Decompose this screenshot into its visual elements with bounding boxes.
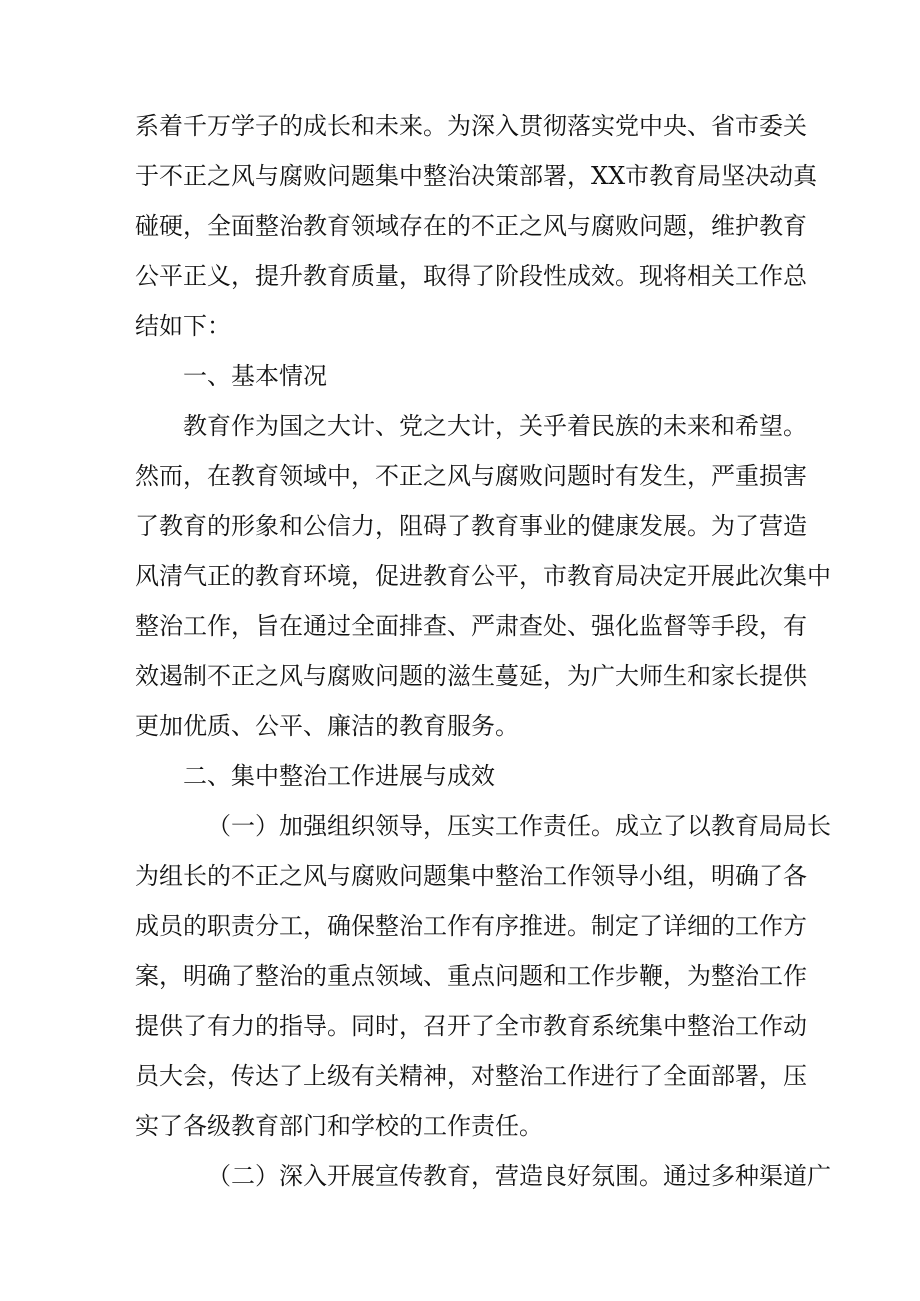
paragraph-line: 于不正之风与腐败问题集中整治决策部署，XX市教育局坚决动真 (135, 162, 818, 190)
paragraph-line: 公平正义，提升教育质量，取得了阶段性成效。现将相关工作总 (135, 262, 807, 290)
paragraph-line: 实了各级教育部门和学校的工作责任。 (135, 1112, 543, 1140)
paragraph-line: 为组长的不正之风与腐败问题集中整治工作领导小组，明确了各 (135, 862, 807, 890)
paragraph-line: 员大会，传达了上级有关精神，对整治工作进行了全面部署，压 (135, 1062, 807, 1090)
paragraph-line: （二）深入开展宣传教育，营造良好氛围。通过多种渠道广 (207, 1162, 831, 1190)
paragraph-line: 整治工作，旨在通过全面排查、严肃查处、强化监督等手段，有 (135, 612, 807, 640)
paragraph-line: 效遏制不正之风与腐败问题的滋生蔓延，为广大师生和家长提供 (135, 662, 807, 690)
paragraph-line: 结如下： (135, 312, 231, 340)
section-heading-progress: 二、集中整治工作进展与成效 (183, 762, 495, 790)
paragraph-line: 然而，在教育领域中，不正之风与腐败问题时有发生，严重损害 (135, 462, 807, 490)
paragraph-line: 教育作为国之大计、党之大计，关乎着民族的未来和希望。 (183, 412, 807, 440)
paragraph-line: 风清气正的教育环境，促进教育公平，市教育局决定开展此次集中 (135, 562, 831, 590)
paragraph-line: 提供了有力的指导。同时，召开了全市教育系统集中整治工作动 (135, 1012, 807, 1040)
paragraph-line: 碰硬，全面整治教育领域存在的不正之风与腐败问题，维护教育 (135, 212, 807, 240)
paragraph-line: 更加优质、公平、廉洁的教育服务。 (135, 712, 519, 740)
paragraph-line: 了教育的形象和公信力，阻碍了教育事业的健康发展。为了营造 (135, 512, 807, 540)
paragraph-line: 案，明确了整治的重点领域、重点问题和工作步鞭，为整治工作 (135, 962, 807, 990)
paragraph-line: 成员的职责分工，确保整治工作有序推进。制定了详细的工作方 (135, 912, 807, 940)
paragraph-line: （一）加强组织领导，压实工作责任。成立了以教育局局长 (207, 812, 831, 840)
paragraph-line: 系着千万学子的成长和未来。为深入贯彻落实党中央、省市委关 (135, 112, 807, 140)
section-heading-basic-situation: 一、基本情况 (183, 362, 327, 390)
